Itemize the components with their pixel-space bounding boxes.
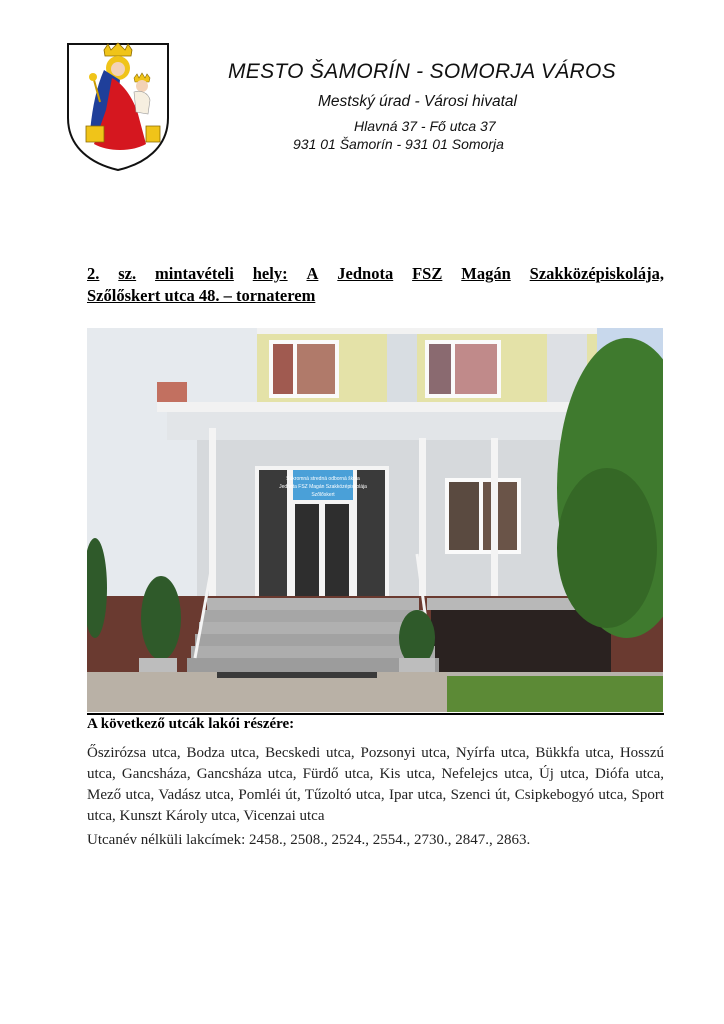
- streets-heading: A következő utcák lakói részére:: [87, 716, 295, 732]
- door-sign-text: Szőlőskert: [311, 492, 335, 498]
- heading-word: mintavételi: [155, 264, 234, 283]
- door-sign-text: Jednota FSZ Magán Szakközépiskolája: [279, 484, 367, 490]
- heading-word: Jednota: [337, 264, 394, 283]
- building-photo: [87, 328, 663, 712]
- heading-word: hely:: [252, 264, 288, 283]
- door-sign-text: Súkromná stredná odborná škola: [286, 476, 360, 482]
- heading-word: FSZ: [412, 264, 443, 283]
- section-divider: [87, 713, 664, 715]
- institution-title: MESTO ŠAMORÍN - SOMORJA VÁROS: [228, 60, 616, 83]
- address-city: 931 01 Šamorín - 931 01 Somorja: [293, 136, 504, 152]
- addresses-without-street: Utcanév nélküli lakcímek: 2458., 2508., 2524., 2554., 2730., 2847., 2863.: [87, 832, 531, 848]
- office-name: Mestský úrad - Városi hivatal: [318, 93, 517, 110]
- street-list: Őszirózsa utca, Bodza utca, Becskedi utca, Pozsonyi utca, Nyírfa utca, Bükkfa utca, Hosszú utca, Gancsháza, Gancsháza utca, Fürdő utca, Kis utca, Nefelejcs utca, Új utca, Diófa utca, Mező utca, Vadász utca, Pomléi út, Tűzoltó utca, Ipar utca, Szenci út, Csipkebogyó utca, Sport utca, Kunszt Károly utca, Vicenzai utca: [87, 745, 664, 824]
- polling-place-heading: [87, 263, 664, 307]
- heading-word: sz.: [118, 264, 137, 283]
- heading-line-2: Szőlőskert utca 48. – tornaterem: [87, 286, 316, 305]
- heading-line-1: [87, 263, 664, 285]
- coat-of-arms-logo: [64, 40, 172, 172]
- heading-word: Szakközépiskolája,: [529, 264, 664, 283]
- heading-word: 2.: [87, 264, 100, 283]
- address-street: Hlavná 37 - Fő utca 37: [354, 118, 496, 134]
- heading-word: A: [306, 264, 319, 283]
- heading-word: Magán: [461, 264, 511, 283]
